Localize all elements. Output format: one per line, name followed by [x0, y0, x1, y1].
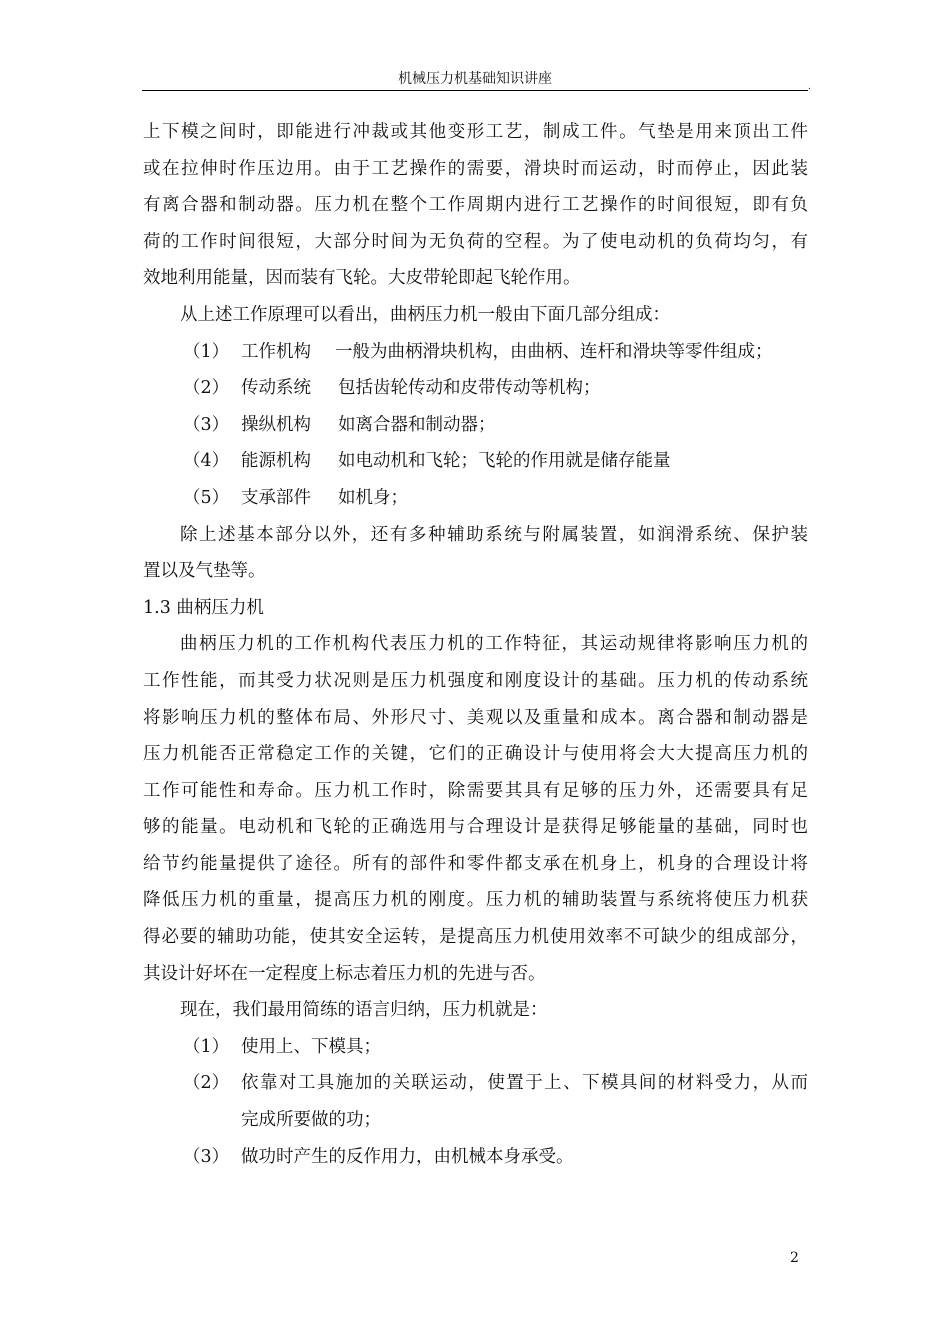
paragraph-line: 效地利用能量，因而装有飞轮。大皮带轮即起飞轮作用。 — [143, 268, 581, 289]
paragraph-line: 降低压力机的重量，提高压力机的刚度。压力机的辅助装置与系统将使压力机获 — [143, 890, 808, 911]
summary-item-text: 依靠对工具施加的关联运动，使置于上、下模具间的材料受力，从而 — [241, 1073, 808, 1094]
list-item-title: 操纵机构 — [241, 414, 311, 435]
header-mark: . — [808, 82, 811, 92]
list-item-description: 如离合器和制动器； — [338, 414, 496, 435]
paragraph-line: 工作性能，而其受力状况则是压力机强度和刚度设计的基础。压力机的传动系统 — [143, 670, 808, 691]
list-item — [143, 443, 808, 480]
list-item-number: （3） — [183, 414, 230, 435]
list-item-description: 如电动机和飞轮；飞轮的作用就是储存能量 — [338, 451, 671, 472]
paragraph-line: 其设计好坏在一定程度上标志着压力机的先进与否。 — [143, 963, 546, 984]
paragraph-line: 有离合器和制动器。压力机在整个工作周期内进行工艺操作的时间很短，即有负 — [143, 195, 808, 216]
paragraph-line: 置以及气垫等。 — [143, 561, 266, 582]
list-item — [143, 370, 808, 407]
summary-item — [143, 1139, 808, 1176]
paragraph-line: 上下模之间时，即能进行冲裁或其他变形工艺，制成工件。气垫是用来顶出工件 — [143, 122, 808, 142]
summary-item-text: 使用上、下模具； — [241, 1036, 381, 1057]
paragraph-line: 现在，我们最用简练的语言归纳，压力机就是： — [180, 1000, 548, 1021]
document-body — [143, 114, 808, 1175]
list-item-description: 包括齿轮传动和皮带传动等机构； — [338, 378, 601, 399]
list-item-title: 能源机构 — [241, 451, 311, 472]
summary-item-text: 做功时产生的反作用力，由机械本身承受。 — [241, 1146, 574, 1167]
summary-item — [143, 1065, 808, 1102]
section-heading: 1.3 曲柄压力机 — [143, 597, 264, 618]
paragraph-line: 将影响压力机的整体布局、外形尺寸、美观以及重量和成本。离合器和制动器是 — [143, 707, 808, 728]
list-item-number: （1） — [183, 1036, 230, 1057]
paragraph-line: 曲柄压力机的工作机构代表压力机的工作特征，其运动规律将影响压力机的 — [180, 634, 808, 655]
list-item-number: （5） — [183, 487, 230, 508]
list-item — [143, 334, 808, 371]
paragraph-line: 除上述基本部分以外，还有多种辅助系统与附属装置，如润滑系统、保护装 — [180, 524, 808, 545]
page-header-title: 机械压力机基础知识讲座 — [398, 71, 552, 87]
list-item-number: （2） — [183, 1073, 230, 1094]
list-item-description: 如机身； — [338, 487, 408, 508]
list-item-number: （4） — [183, 451, 230, 472]
summary-item — [143, 1029, 808, 1066]
list-item-title: 传动系统 — [241, 378, 311, 399]
paragraph-line: 压力机能否正常稳定工作的关键，它们的正确设计与使用将会大大提高压力机的 — [143, 744, 808, 765]
paragraph-line: 工作可能性和寿命。压力机工作时，除需要其具有足够的压力外，还需要具有足 — [143, 780, 808, 801]
list-item — [143, 407, 808, 444]
paragraph-line: 从上述工作原理可以看出，曲柄压力机一般由下面几部分组成： — [180, 304, 670, 325]
list-item-title: 工作机构 — [241, 341, 311, 362]
page-number: 2 — [790, 1250, 799, 1266]
summary-item-continuation: 完成所要做的功； — [241, 1110, 381, 1131]
list-item-number: （2） — [183, 378, 230, 399]
paragraph-line: 得必要的辅助功能，使其安全运转，是提高压力机使用效率不可缺少的组成部分， — [143, 927, 808, 948]
list-item-description: 一般为曲柄滑块机构，由曲柄、连杆和滑块等零件组成； — [335, 341, 773, 362]
paragraph-line: 够的能量。电动机和飞轮的正确选用与合理设计是获得足够能量的基础，同时也 — [143, 817, 808, 838]
paragraph-line: 荷的工作时间很短，大部分时间为无负荷的空程。为了使电动机的负荷均匀，有 — [143, 231, 808, 252]
list-item-number: （3） — [183, 1146, 230, 1167]
paragraph-line: 或在拉伸时作压边用。由于工艺操作的需要，滑块时而运动，时而停止，因此装 — [143, 158, 808, 179]
list-item — [143, 480, 808, 517]
list-item-number: （1） — [183, 341, 230, 362]
header-divider — [142, 90, 808, 91]
paragraph-line: 给节约能量提供了途径。所有的部件和零件都支承在机身上，机身的合理设计将 — [143, 853, 808, 874]
list-item-title: 支承部件 — [241, 487, 311, 508]
